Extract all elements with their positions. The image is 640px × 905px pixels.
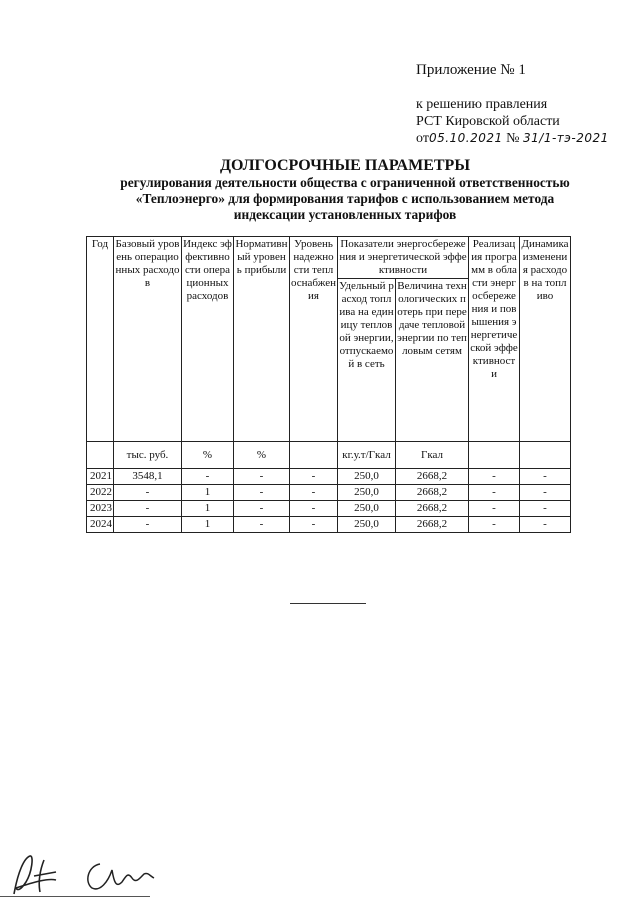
unit-base-costs: тыс. руб.: [114, 442, 182, 469]
unit-heat-losses: Гкал: [396, 442, 469, 469]
header-energy-program: Реализация программ в области энергосбережения и повышения энергетической эффективности: [469, 237, 520, 442]
cell-profit-level: -: [234, 501, 290, 517]
cell-base-costs: 3548,1: [114, 469, 182, 485]
cell-heat-losses: 2668,2: [396, 501, 469, 517]
cell-energy-program: -: [469, 469, 520, 485]
cell-reliability: -: [290, 517, 338, 533]
cell-reliability: -: [290, 501, 338, 517]
cell-fuel-dynamics: -: [520, 501, 571, 517]
signature-line: [0, 896, 150, 897]
cell-year: 2024: [87, 517, 114, 533]
unit-efficiency-index: %: [182, 442, 234, 469]
closing-rule: [290, 603, 366, 604]
cell-energy-program: -: [469, 517, 520, 533]
table-row: [87, 517, 571, 533]
cell-base-costs: -: [114, 485, 182, 501]
decision-number: 31/1-тэ-2021: [523, 131, 609, 145]
decision-prefix: от: [416, 131, 429, 146]
unit-energy-program: [469, 442, 520, 469]
cell-heat-losses: 2668,2: [396, 469, 469, 485]
cell-heat-losses: 2668,2: [396, 517, 469, 533]
decision-block: [416, 96, 609, 147]
decision-line-2: РСТ Кировской области: [416, 114, 560, 129]
header-row-1: [87, 237, 571, 279]
header-base-costs: Базовый уровень операционных расходов: [114, 237, 182, 442]
cell-reliability: -: [290, 485, 338, 501]
cell-year: 2023: [87, 501, 114, 517]
cell-profit-level: -: [234, 517, 290, 533]
cell-energy-program: -: [469, 501, 520, 517]
table-row: [87, 469, 571, 485]
cell-efficiency-index: 1: [182, 485, 234, 501]
cell-fuel-dynamics: -: [520, 517, 571, 533]
title-sub-2: «Теплоэнерго» для формирования тарифов с использованием метода: [135, 191, 555, 206]
unit-reliability: [290, 442, 338, 469]
document-title: [60, 156, 630, 223]
decision-number-label: №: [506, 131, 520, 146]
unit-year: [87, 442, 114, 469]
cell-fuel-consumption: 250,0: [338, 469, 396, 485]
unit-fuel-dynamics: [520, 442, 571, 469]
decision-date: 05.10.2021: [428, 131, 503, 145]
cell-base-costs: -: [114, 517, 182, 533]
unit-fuel-consumption: кг.у.т/Гкал: [338, 442, 396, 469]
header-heat-losses: Величина технологических потерь при передаче тепловой энергии по тепловым сетям: [396, 279, 469, 442]
header-fuel-consumption: Удельный расход топлива на единицу тепловой энергии, отпускаемой в сеть: [338, 279, 396, 442]
handwritten-signature: [4, 842, 174, 902]
decision-line-3: [416, 130, 609, 147]
unit-profit-level: %: [234, 442, 290, 469]
header-profit-level: Нормативный уровень прибыли: [234, 237, 290, 442]
appendix-label: Приложение № 1: [416, 62, 526, 78]
cell-year: 2021: [87, 469, 114, 485]
header-fuel-dynamics: Динамика изменения расходов на топливо: [520, 237, 571, 442]
cell-year: 2022: [87, 485, 114, 501]
cell-fuel-consumption: 250,0: [338, 485, 396, 501]
decision-line-1: к решению правления: [416, 97, 548, 112]
cell-reliability: -: [290, 469, 338, 485]
units-row: [87, 442, 571, 469]
title-sub-1: регулирования деятельности общества с ограниченной ответственностью: [120, 175, 570, 190]
table-row: [87, 501, 571, 517]
title-sub-3: индексации установленных тарифов: [233, 207, 457, 222]
cell-fuel-consumption: 250,0: [338, 501, 396, 517]
title-main: ДОЛГОСРОЧНЫЕ ПАРАМЕТРЫ: [219, 157, 471, 174]
cell-heat-losses: 2668,2: [396, 485, 469, 501]
cell-fuel-dynamics: -: [520, 485, 571, 501]
cell-base-costs: -: [114, 501, 182, 517]
cell-fuel-dynamics: -: [520, 469, 571, 485]
cell-efficiency-index: 1: [182, 517, 234, 533]
header-reliability: Уровень надежности теплоснабжения: [290, 237, 338, 442]
header-year: Год: [87, 237, 114, 442]
cell-fuel-consumption: 250,0: [338, 517, 396, 533]
cell-efficiency-index: 1: [182, 501, 234, 517]
cell-efficiency-index: -: [182, 469, 234, 485]
header-energy-group: Показатели энергосбережения и энергетической эффективности: [338, 237, 469, 279]
header-efficiency-index: Индекс эффективности операционных расходов: [182, 237, 234, 442]
cell-profit-level: -: [234, 469, 290, 485]
cell-energy-program: -: [469, 485, 520, 501]
parameters-table: [86, 236, 571, 533]
cell-profit-level: -: [234, 485, 290, 501]
table-row: [87, 485, 571, 501]
